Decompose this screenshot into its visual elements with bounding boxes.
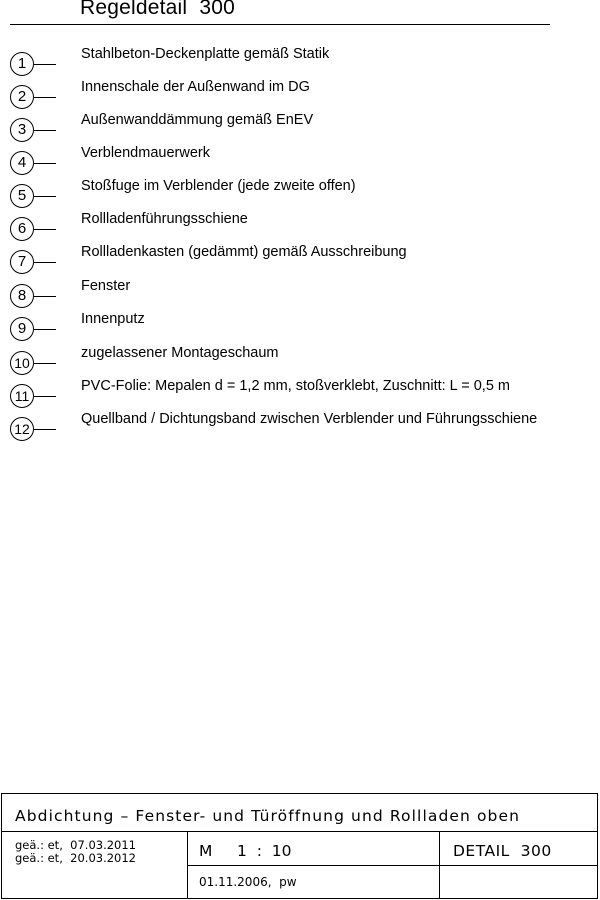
legend-number-circle: 6 xyxy=(10,217,34,241)
leader-line xyxy=(34,64,56,65)
legend-number-circle: 8 xyxy=(10,284,34,308)
leader-line xyxy=(34,296,56,297)
legend-number-circle: 2 xyxy=(10,85,34,109)
legend-number-circle: 4 xyxy=(10,151,34,175)
title-block-divider xyxy=(439,831,440,898)
legend-number-circle: 3 xyxy=(10,118,34,142)
legend-text: Außenwanddämmung gemäß EnEV xyxy=(81,112,314,128)
legend-item xyxy=(0,112,600,148)
drawing-description: Abdichtung – Fenster- und Türöffnung und Rollladen oben xyxy=(15,807,521,825)
leader-line xyxy=(34,229,56,230)
legend-item xyxy=(0,378,600,414)
detail-number: DETAIL 300 xyxy=(453,842,552,860)
leader-line xyxy=(34,262,56,263)
legend-number-circle: 12 xyxy=(10,417,34,441)
legend-text: Fenster xyxy=(81,278,131,294)
legend-item xyxy=(0,79,600,115)
revision-note-1: geä.: et, 07.03.2011 xyxy=(15,838,137,852)
legend-number-circle: 5 xyxy=(10,184,34,208)
legend-item xyxy=(0,345,600,381)
legend-item xyxy=(0,46,600,82)
legend-item xyxy=(0,411,600,447)
legend-text: Quellband / Dichtungsband zwischen Verblender und Führungsschiene xyxy=(81,411,538,427)
legend-number-circle: 11 xyxy=(10,384,34,408)
legend-text: zugelassener Montageschaum xyxy=(81,345,279,361)
leader-line xyxy=(34,363,56,364)
legend-text: Rollladenkasten (gedämmt) gemäß Ausschreibung xyxy=(81,244,407,260)
legend-text: Stahlbeton-Deckenplatte gemäß Statik xyxy=(81,46,330,62)
drawing-scale: M 1 : 10 xyxy=(199,842,292,860)
legend-item xyxy=(0,211,600,247)
legend-text: PVC-Folie: Mepalen d = 1,2 mm, stoßverklebt, Zuschnitt: L = 0,5 m xyxy=(81,378,510,394)
legend-item xyxy=(0,278,600,314)
title-block xyxy=(1,793,598,899)
revision-note-2: geä.: et, 20.03.2012 xyxy=(15,851,137,865)
legend-item xyxy=(0,311,600,347)
legend-number-circle: 9 xyxy=(10,317,34,341)
leader-line xyxy=(34,97,56,98)
legend-number-circle: 10 xyxy=(10,351,34,375)
legend-text: Rollladenführungsschiene xyxy=(81,211,248,227)
title-block-divider xyxy=(187,865,597,866)
leader-line xyxy=(34,429,56,430)
legend-text: Innenschale der Außenwand im DG xyxy=(81,79,310,95)
leader-line xyxy=(34,196,56,197)
title-block-divider xyxy=(187,831,188,898)
legend-number-circle: 7 xyxy=(10,250,34,274)
legend-text: Innenputz xyxy=(81,311,145,327)
title-block-divider xyxy=(2,831,597,832)
legend-item xyxy=(0,178,600,214)
leader-line xyxy=(34,329,56,330)
legend-text: Stoßfuge im Verblender (jede zweite offen) xyxy=(81,178,356,194)
drawing-date: 01.11.2006, pw xyxy=(199,875,297,889)
leader-line xyxy=(34,396,56,397)
leader-line xyxy=(34,163,56,164)
legend-number-circle: 1 xyxy=(10,52,34,76)
drawing-title: Regeldetail 300 xyxy=(80,0,235,19)
leader-line xyxy=(34,130,56,131)
legend-item xyxy=(0,244,600,280)
legend-text: Verblendmauerwerk xyxy=(81,145,210,161)
legend-item xyxy=(0,145,600,181)
